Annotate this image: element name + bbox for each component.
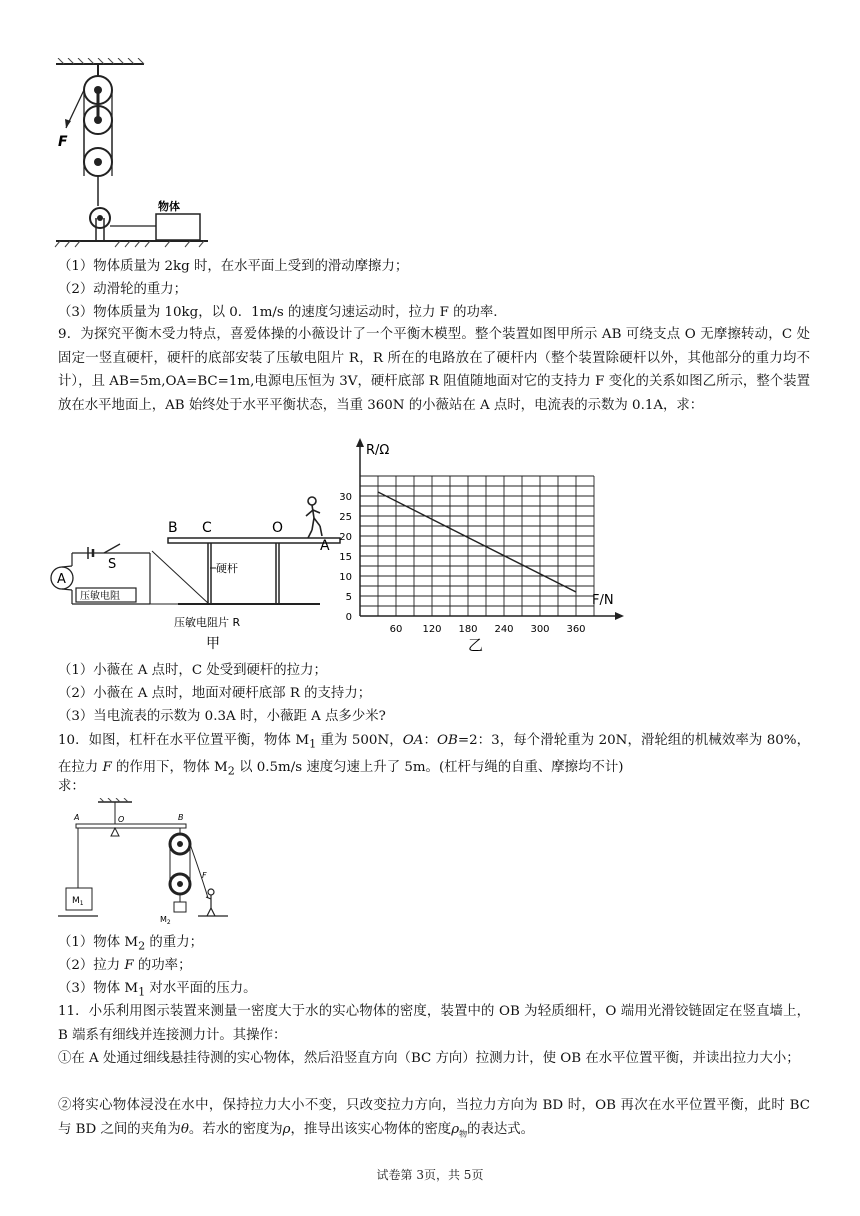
page-footer: 试卷第 3页，共 5页: [376, 1168, 484, 1182]
balance-beam-figure: [50, 486, 350, 656]
lever-point-b: B: [178, 813, 184, 822]
gymnast-figure: [306, 497, 322, 538]
q10-item-3: （3）物体 $M_1$ 对水平面的压力。: [58, 981, 257, 999]
r-vs-f-line: [378, 492, 576, 592]
q8-item-2: （2）动滑轮的重力；: [58, 282, 188, 297]
q9-item-2: （2）小薇在 A 点时，地面对硬杆底部 R 的支持力；: [58, 686, 372, 701]
q9-stem: 9．为探究平衡木受力特点，喜爱体操的小薇设计了一个平衡木模型。整个装置如图甲所示 AB 可绕支点 O 无摩擦转动，C 处固定一竖直硬杆，硬杆的底部安装了压敏电阻片 R，R 所在的电路放在了硬杆内（整个装置除硬杆以外，其他部分的重力均不计），且 AB=5m,OA=BC=1m,电源电压恒为 3V，硬杆底部 R 阻值随地面对它的支持力 F 变化的关系如图乙所示，整个装置放在水平地面上，AB 始终处于水平平衡状态，当重 360N 的小薇站在 A 点时，电流表的示数为 0.1A，求：: [58, 327, 810, 413]
q11-step-1: ①在 A 处通过细线悬挂待测的实心物体，然后沿竖直方向（BC 方向）拉测力计，使 OB 在水平位置平衡，并读出拉力大小；: [58, 1051, 800, 1066]
chart-series: [378, 492, 576, 592]
object-label: 物体: [158, 200, 180, 213]
y-tick-label: 10: [339, 572, 352, 583]
y-tick-label: 20: [339, 532, 352, 543]
x-tick-label: 360: [566, 624, 586, 635]
y-tick-label: 5: [345, 592, 352, 603]
point-b-label: B: [168, 520, 178, 536]
resistor-box-label: 压敏电阻: [80, 591, 120, 602]
q8-item-1: （1）物体质量为 2kg 时，在水平面上受到的滑动摩擦力；: [58, 259, 409, 274]
pull-force-label: F: [202, 871, 207, 880]
resistance-force-chart: [330, 436, 630, 656]
q11-step-2: ②将实心物体浸没在水中，保持拉力大小不变，只改变拉力方向，当拉力方向为 BD 时，OB 再次在水平位置平衡，此时 BC 与 BD 之间的夹角为θ。若水的密度为ρ，推导出该实心物体的密度$\rho_物$的表达式。: [58, 1098, 810, 1139]
y-tick-label: 25: [339, 512, 352, 523]
y-axis-arrow: [356, 438, 364, 447]
m1-label: $M_1$: [72, 896, 84, 907]
ammeter-label: A: [57, 572, 66, 587]
lever-pulley-figure: [58, 798, 248, 926]
pulley-system-figure: [52, 58, 212, 248]
force-label: F: [58, 134, 68, 150]
chart-ticks: [339, 492, 585, 635]
point-a-label: A: [320, 538, 330, 554]
q10-item-2: （2）拉力 F 的功率；: [58, 958, 192, 973]
chart-grid: [360, 476, 594, 616]
x-tick-label: 300: [530, 624, 550, 635]
m2-label: $M_2$: [160, 915, 171, 926]
figure-caption-yi: 乙: [468, 636, 484, 654]
rod-label: 硬杆: [216, 562, 238, 575]
y-axis-label: R/Ω: [366, 443, 390, 458]
x-tick-label: 60: [389, 624, 403, 635]
q8-item-3: （3）物体质量为 10kg，以 0．1m/s 的速度匀速运动时，拉力 F 的功率.: [58, 305, 498, 320]
point-c-label: C: [202, 520, 212, 536]
q10-item-1: （1）物体 $M_2$ 的重力；: [58, 935, 203, 953]
q10-ask: 求：: [58, 779, 85, 794]
sensor-label: 压敏电阻片 R: [174, 616, 241, 629]
x-axis-label: F/N: [592, 593, 614, 608]
figure-caption-jia: 甲: [206, 636, 220, 652]
point-o-label: O: [272, 520, 284, 536]
x-axis-arrow: [615, 612, 624, 620]
x-tick-label: 240: [494, 624, 514, 635]
y-tick-label: 30: [339, 492, 352, 503]
lever-point-o: O: [118, 815, 125, 824]
q9-item-3: （3）当电流表的示数为 0.3A 时，小薇距 A 点多少米?: [58, 709, 386, 724]
q11-stem: 11．小乐利用图示装置来测量一密度大于水的实心物体的密度，装置中的 OB 为轻质细杆，O 端用光滑铰链固定在竖直墙上，B 端系有细线并连接测力计。其操作：: [58, 1004, 810, 1043]
person-figure: [206, 889, 215, 916]
x-tick-label: 180: [458, 624, 478, 635]
y-tick-label: 0: [345, 612, 352, 623]
y-tick-label: 15: [339, 552, 352, 563]
q10-stem: 10．如图，杠杆在水平位置平衡，物体 $M_1$ 重为 500N，OA：OB=2：3，每个滑轮重为 20N，滑轮组的机械效率为 80%，在拉力 F 的作用下，物体 $M_2$ 以 0.5m/s 速度匀速上升了 5m。(杠杆与绳的自重、摩擦均不计): [58, 733, 810, 778]
q9-item-1: （1）小薇在 A 点时，C 处受到硬杆的拉力；: [58, 663, 327, 678]
x-tick-label: 120: [422, 624, 442, 635]
switch-label: S: [108, 557, 117, 572]
lever-point-a: A: [74, 813, 80, 822]
